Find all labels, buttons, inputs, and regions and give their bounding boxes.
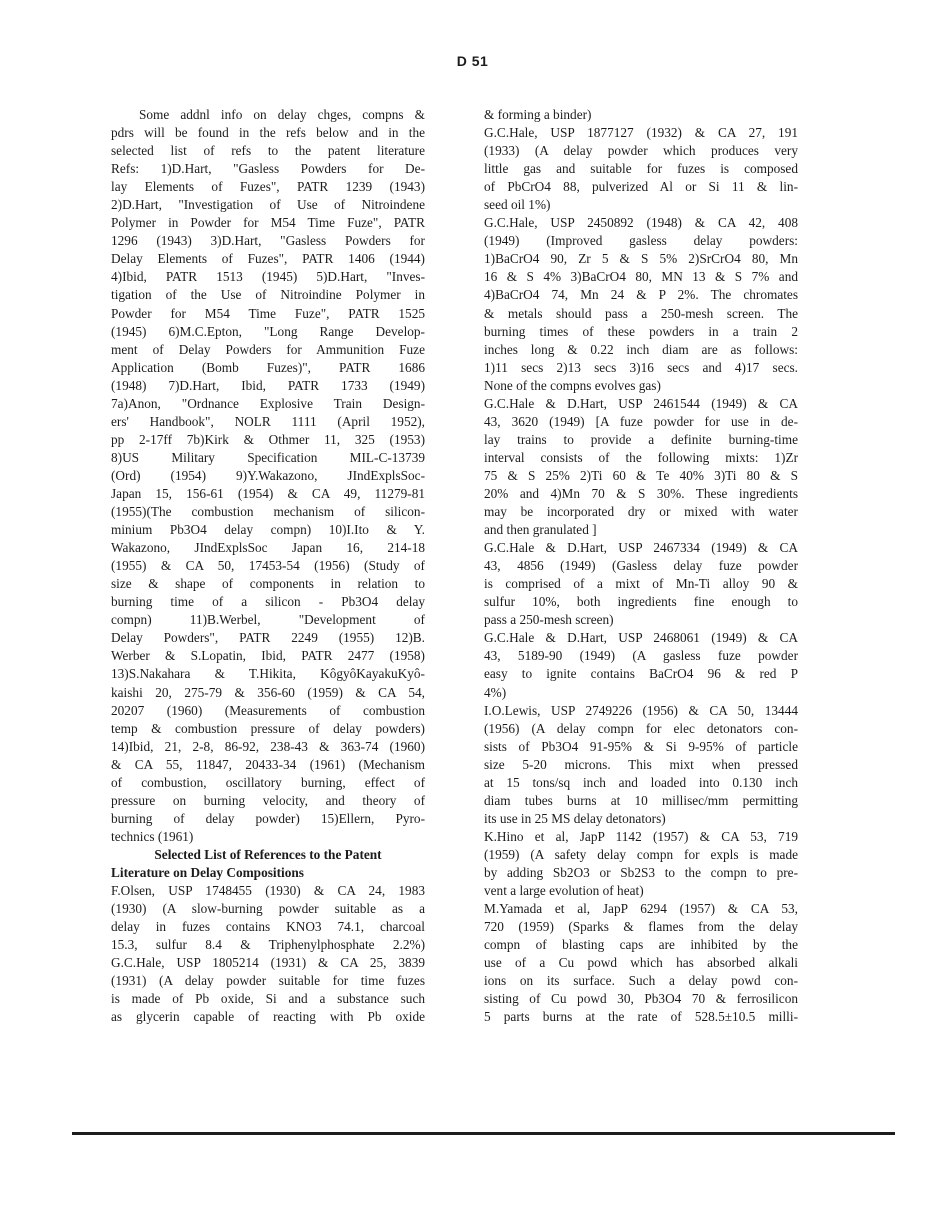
text-line: as glycerin capable of reacting with Pb oxide bbox=[111, 1009, 425, 1025]
text-line: sisting of Cu powd 30, Pb3O4 70 & ferrosilicon bbox=[484, 991, 798, 1007]
text-line: Werber & S.Lopatin, Ibid, PATR 2477 (1958) bbox=[111, 648, 425, 664]
text-line: vent a large evolution of heat) bbox=[484, 883, 644, 899]
text-line: G.C.Hale & D.Hart, USP 2467334 (1949) & CA bbox=[484, 540, 798, 556]
text-line: sulfur 10%, both ingredients fine enough to bbox=[484, 594, 798, 610]
text-line: (1945) 6)M.C.Epton, "Long Range Develop- bbox=[111, 323, 425, 339]
text-line: 43, 4856 (1949) (Gasless delay fuze powder bbox=[484, 558, 798, 574]
text-line: of combustion, oscillatory burning, effect of bbox=[111, 774, 425, 790]
text-line: G.C.Hale & D.Hart, USP 2468061 (1949) & CA bbox=[484, 630, 798, 646]
text-line: ions on its surface. Such a delay powd con- bbox=[484, 973, 798, 989]
section-heading: Literature on Delay Compositions bbox=[111, 864, 304, 880]
text-line: 20207 (1960) (Measurements of combustion bbox=[111, 702, 425, 718]
text-line: temp & combustion pressure of delay powders) bbox=[111, 720, 425, 736]
text-line: I.O.Lewis, USP 2749226 (1956) & CA 50, 13444 bbox=[484, 702, 798, 718]
text-line: 4)Ibid, PATR 1513 (1945) 5)D.Hart, "Inves- bbox=[111, 269, 425, 285]
text-line: at 15 tons/sq inch and loaded into 0.130 inch bbox=[484, 774, 798, 790]
text-line: & metals should pass a 250-mesh screen. The bbox=[484, 305, 798, 321]
text-line: kaishi 20, 275-79 & 356-60 (1959) & CA 54, bbox=[111, 684, 425, 700]
text-line: K.Hino et al, JapP 1142 (1957) & CA 53, 719 bbox=[484, 828, 798, 844]
text-line: burning times of these powders in a train 2 bbox=[484, 323, 798, 339]
text-line: diam tubes burns at 10 millisec/mm permitting bbox=[484, 792, 798, 808]
text-line: 75 & S 25% 2)Ti 60 & Te 40% 3)Ti 80 & S bbox=[484, 467, 798, 483]
text-line: pdrs will be found in the refs below and in the bbox=[111, 125, 425, 141]
text-line: little gas and suitable for fuzes is composed bbox=[484, 161, 798, 177]
text-line: 43, 3620 (1949) [A fuze powder for use in de- bbox=[484, 413, 798, 429]
text-line: G.C.Hale & D.Hart, USP 2461544 (1949) & CA bbox=[484, 395, 798, 411]
footer-rule bbox=[72, 1132, 895, 1135]
text-line: (1955) & CA 50, 17453-54 (1956) (Study of bbox=[111, 558, 425, 574]
section-heading: Selected List of References to the Patent bbox=[154, 846, 382, 862]
text-line: & forming a binder) bbox=[484, 107, 592, 122]
page-header: D 51 bbox=[456, 53, 489, 69]
text-line: its use in 25 MS delay detonators) bbox=[484, 810, 666, 826]
text-line: easy to ignite contains BaCrO4 96 & red P bbox=[484, 666, 798, 682]
text-line: inches long & 0.22 inch diam are as follows: bbox=[484, 341, 798, 357]
text-line: pp 2-17ff 7b)Kirk & Othmer 11, 325 (1953) bbox=[111, 431, 425, 447]
text-line: ers' Handbook", NOLR 1111 (April 1952), bbox=[111, 413, 425, 429]
text-line: size 5-20 microns. This mixt when pressed bbox=[484, 756, 798, 772]
text-line: 8)US Military Specification MIL-C-13739 bbox=[111, 449, 425, 465]
text-line: interval consists of the following mixts: 1)Zr bbox=[484, 449, 798, 465]
text-line: & CA 55, 11847, 20433-34 (1961) (Mechanism bbox=[111, 756, 425, 772]
text-line: compn of blasting caps are inhibited by the bbox=[484, 937, 798, 953]
text-line: (1949) (Improved gasless delay powders: bbox=[484, 233, 798, 249]
text-line: G.C.Hale, USP 1877127 (1932) & CA 27, 191 bbox=[484, 125, 798, 141]
text-line: M.Yamada et al, JapP 6294 (1957) & CA 53, bbox=[484, 901, 798, 917]
text-line: (1956) (A delay compn for elec detonators con- bbox=[484, 720, 798, 736]
text-line: of PbCrO4 88, pulverized Al or Si 11 & lin- bbox=[484, 179, 798, 195]
text-line: may be incorporated dry or mixed with water bbox=[484, 504, 798, 520]
text-line: 1296 (1943) 3)D.Hart, "Gasless Powders for bbox=[111, 233, 425, 249]
text-line: selected list of refs to the patent literature bbox=[111, 143, 425, 159]
text-line: Wakazono, JIndExplsSoc Japan 16, 214-18 bbox=[111, 540, 425, 556]
text-line: Delay Powders", PATR 2249 (1955) 12)B. bbox=[111, 630, 425, 646]
text-line: delay in fuzes contains KNO3 74.1, charcoal bbox=[111, 919, 425, 935]
text-line: (1955)(The combustion mechanism of silicon- bbox=[111, 504, 425, 520]
text-line: 13)S.Nakahara & T.Hikita, KôgyôKayakuKyô- bbox=[111, 666, 425, 682]
text-line: burning of delay powder) 15)Ellern, Pyro- bbox=[111, 810, 425, 826]
text-line: minium Pb3O4 delay compn) 10)I.Ito & Y. bbox=[111, 522, 425, 538]
text-line: 14)Ibid, 21, 2-8, 86-92, 238-43 & 363-74 (1960) bbox=[111, 738, 425, 754]
text-line: Japan 15, 156-61 (1954) & CA 49, 11279-81 bbox=[111, 485, 425, 501]
text-line: 4%) bbox=[484, 684, 507, 700]
text-line: Refs: 1)D.Hart, "Gasless Powders for De- bbox=[111, 161, 425, 177]
text-line: seed oil 1%) bbox=[484, 197, 551, 213]
text-line: 7a)Anon, "Ordnance Explosive Train Design- bbox=[111, 395, 425, 411]
text-line: (1931) (A delay powder suitable for time fuzes bbox=[111, 973, 425, 989]
text-line: 15.3, sulfur 8.4 & Triphenylphosphate 2.2%) bbox=[111, 937, 425, 953]
text-line: tigation of the Use of Nitroindine Polymer in bbox=[111, 287, 425, 303]
left-column bbox=[111, 106, 425, 1026]
text-line: 4)BaCrO4 74, Mn 24 & P 2%. The chromates bbox=[484, 287, 798, 303]
text-line: F.Olsen, USP 1748455 (1930) & CA 24, 1983 bbox=[111, 883, 425, 899]
text-line: 720 (1959) (Sparks & flames from the delay bbox=[484, 919, 798, 935]
text-line: ment of Delay Powders for Ammunition Fuze bbox=[111, 341, 425, 357]
text-line: technics (1961) bbox=[111, 828, 194, 844]
text-line: (1933) (A delay powder which produces very bbox=[484, 143, 798, 159]
text-line: (Ord) (1954) 9)Y.Wakazono, JIndExplsSoc- bbox=[111, 467, 425, 483]
text-line: Delay Elements of Fuzes", PATR 1406 (1944) bbox=[111, 251, 425, 267]
text-line: pressure on burning velocity, and theory of bbox=[111, 792, 425, 808]
text-line: None of the compns evolves gas) bbox=[484, 377, 661, 393]
text-line: 1)11 secs 2)13 secs 3)16 secs and 4)17 secs. bbox=[484, 359, 798, 375]
text-line: 2)D.Hart, "Investigation of Use of Nitroindene bbox=[111, 197, 425, 213]
right-column bbox=[484, 106, 798, 1026]
text-line: 20% and 4)Mn 70 & S 30%. These ingredients bbox=[484, 485, 798, 501]
text-line: Polymer in Powder for M54 Time Fuze", PATR bbox=[111, 215, 425, 231]
text-line: compn) 11)B.Werbel, "Development of bbox=[111, 612, 425, 628]
text-line: is made of Pb oxide, Si and a substance such bbox=[111, 991, 425, 1007]
text-line: 5 parts burns at the rate of 528.5±10.5 milli- bbox=[484, 1009, 798, 1025]
text-line: G.C.Hale, USP 1805214 (1931) & CA 25, 3839 bbox=[111, 955, 425, 971]
text-line: 16 & S 4% 3)BaCrO4 80, MN 13 & S 7% and bbox=[484, 269, 798, 285]
text-line: and then granulated ] bbox=[484, 522, 597, 538]
text-line: pass a 250-mesh screen) bbox=[484, 612, 614, 628]
text-line: burning time of a silicon - Pb3O4 delay bbox=[111, 594, 425, 610]
text-line: Some addnl info on delay chges, compns & bbox=[139, 107, 425, 122]
text-line: use of a Cu powd which has absorbed alkali bbox=[484, 955, 798, 971]
text-line: by adding Sb2O3 or Sb2S3 to the compn to pre- bbox=[484, 864, 798, 880]
text-line: (1959) (A safety delay compn for expls is made bbox=[484, 846, 798, 862]
text-line: lay Elements of Fuzes", PATR 1239 (1943) bbox=[111, 179, 425, 195]
text-line: Application (Bomb Fuzes)", PATR 1686 bbox=[111, 359, 425, 375]
text-line: Powder for M54 Time Fuze", PATR 1525 bbox=[111, 305, 425, 321]
text-line: 43, 5189-90 (1949) (A gasless fuze powder bbox=[484, 648, 798, 664]
text-line: is comprised of a mixt of Mn-Ti alloy 90 & bbox=[484, 576, 798, 592]
text-line: sists of Pb3O4 91-95% & Si 9-95% of particle bbox=[484, 738, 798, 754]
text-line: lay trains to provide a definite burning-time bbox=[484, 431, 798, 447]
text-line: G.C.Hale, USP 2450892 (1948) & CA 42, 408 bbox=[484, 215, 798, 231]
text-line: size & shape of components in relation to bbox=[111, 576, 425, 592]
text-line: (1948) 7)D.Hart, Ibid, PATR 1733 (1949) bbox=[111, 377, 425, 393]
text-line: (1930) (A slow-burning powder suitable as a bbox=[111, 901, 425, 917]
text-line: 1)BaCrO4 90, Zr 5 & S 5% 2)SrCrO4 80, Mn bbox=[484, 251, 798, 267]
